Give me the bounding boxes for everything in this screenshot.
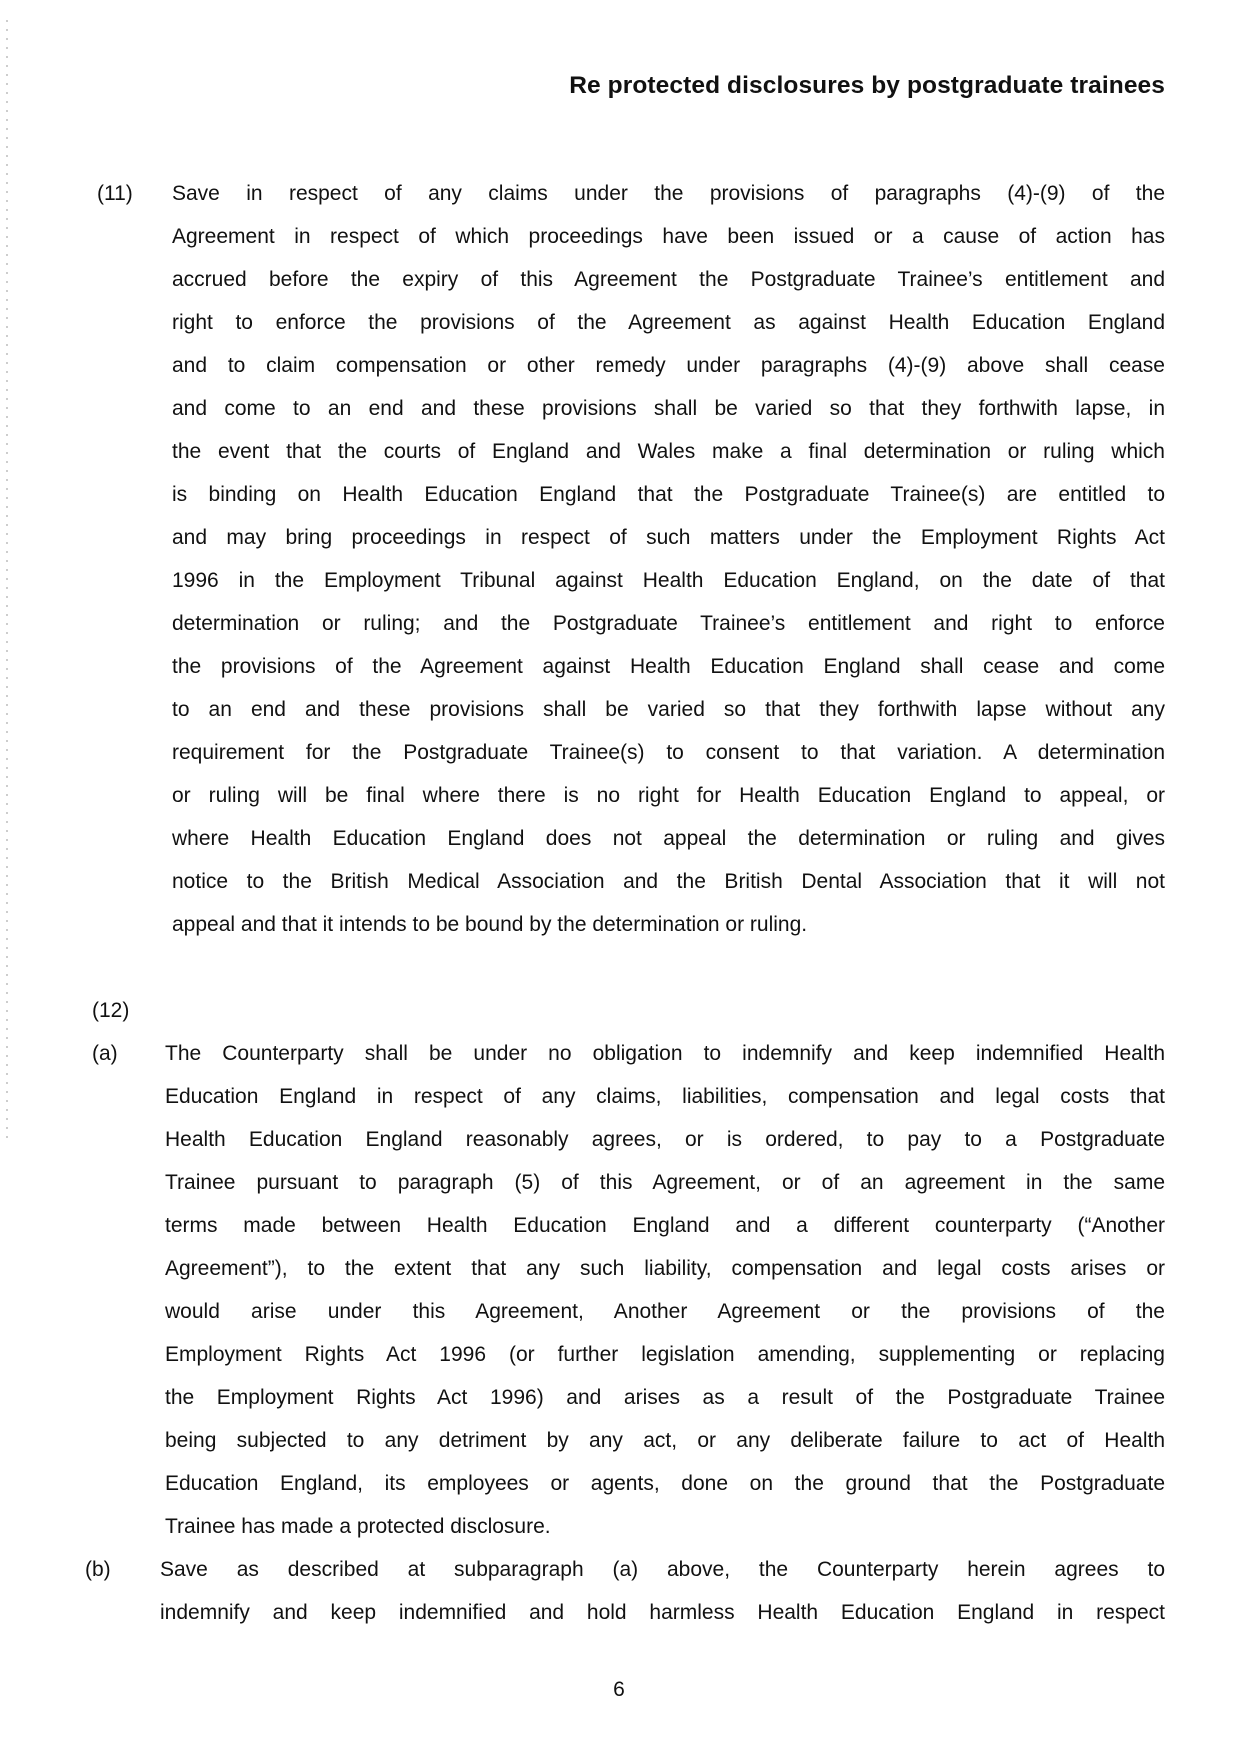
text-line: where Health Education England does not appeal the determination or ruling and gives [172, 827, 1165, 850]
text-line: or ruling will be final where there is no right for Health Education England to appeal, or [172, 784, 1165, 807]
text-line: and come to an end and these provisions shall be varied so that they forthwith lapse, in [172, 397, 1165, 420]
text-line: appeal and that it intends to be bound by the determination or ruling. [172, 913, 808, 936]
text-line: Trainee pursuant to paragraph (5) of this Agreement, or of an agreement in the same [165, 1171, 1165, 1194]
text-line: the provisions of the Agreement against Health Education England shall cease and come [172, 655, 1165, 678]
paragraph-12-label: (12) [92, 999, 130, 1022]
text-line: the Employment Rights Act 1996) and arises as a result of the Postgraduate Trainee [165, 1386, 1165, 1409]
text-line: is binding on Health Education England that the Postgraduate Trainee(s) are entitled to [172, 483, 1165, 506]
text-line: 1996 in the Employment Tribunal against Health Education England, on the date of that [172, 569, 1165, 592]
text-line: Agreement in respect of which proceedings have been issued or a cause of action has [172, 225, 1165, 248]
text-line: requirement for the Postgraduate Trainee(s) to consent to that variation. A determination [172, 741, 1165, 764]
text-line: terms made between Health Education England and a different counterparty (“Another [165, 1214, 1165, 1237]
text-line: determination or ruling; and the Postgraduate Trainee’s entitlement and right to enforce [172, 612, 1165, 635]
text-line: being subjected to any detriment by any act, or any deliberate failure to act of Health [165, 1429, 1165, 1452]
subparagraph-a-body [165, 1032, 1165, 1548]
subparagraph-a-label: (a) [92, 1042, 118, 1065]
paragraph-11-body [172, 172, 1165, 946]
text-line: Education England, its employees or agents, done on the ground that the Postgraduate [165, 1472, 1165, 1495]
text-line: Agreement”), to the extent that any such liability, compensation and legal costs arises or [165, 1257, 1165, 1280]
text-line: Save as described at subparagraph (a) above, the Counterparty herein agrees to [160, 1558, 1165, 1581]
scan-edge-artifact [6, 20, 8, 1140]
text-line: accrued before the expiry of this Agreement the Postgraduate Trainee’s entitlement and [172, 268, 1165, 291]
page-number: 6 [613, 1678, 625, 1701]
text-line: right to enforce the provisions of the Agreement as against Health Education England [172, 311, 1165, 334]
text-line: The Counterparty shall be under no obligation to indemnify and keep indemnified Health [165, 1042, 1165, 1065]
text-line: would arise under this Agreement, Another Agreement or the provisions of the [165, 1300, 1165, 1323]
page-title: Re protected disclosures by postgraduate trainees [569, 72, 1165, 99]
text-line: notice to the British Medical Association and the British Dental Association that it will not [172, 870, 1165, 893]
text-line: and to claim compensation or other remedy under paragraphs (4)-(9) above shall cease [172, 354, 1165, 377]
text-line: and may bring proceedings in respect of such matters under the Employment Rights Act [172, 526, 1165, 549]
text-line: Health Education England reasonably agrees, or is ordered, to pay to a Postgraduate [165, 1128, 1165, 1151]
text-line: to an end and these provisions shall be varied so that they forthwith lapse without any [172, 698, 1165, 721]
text-line: indemnify and keep indemnified and hold harmless Health Education England in respect [160, 1601, 1165, 1624]
subparagraph-b-label: (b) [85, 1558, 111, 1581]
text-line: Education England in respect of any claims, liabilities, compensation and legal costs that [165, 1085, 1165, 1108]
text-line: Trainee has made a protected disclosure. [165, 1515, 551, 1538]
text-line: the event that the courts of England and Wales make a final determination or ruling which [172, 440, 1165, 463]
paragraph-11-label: (11) [97, 182, 133, 205]
text-line: Employment Rights Act 1996 (or further legislation amending, supplementing or replacing [165, 1343, 1165, 1366]
subparagraph-b-body [160, 1548, 1165, 1634]
text-line: Save in respect of any claims under the provisions of paragraphs (4)-(9) of the [172, 182, 1165, 205]
